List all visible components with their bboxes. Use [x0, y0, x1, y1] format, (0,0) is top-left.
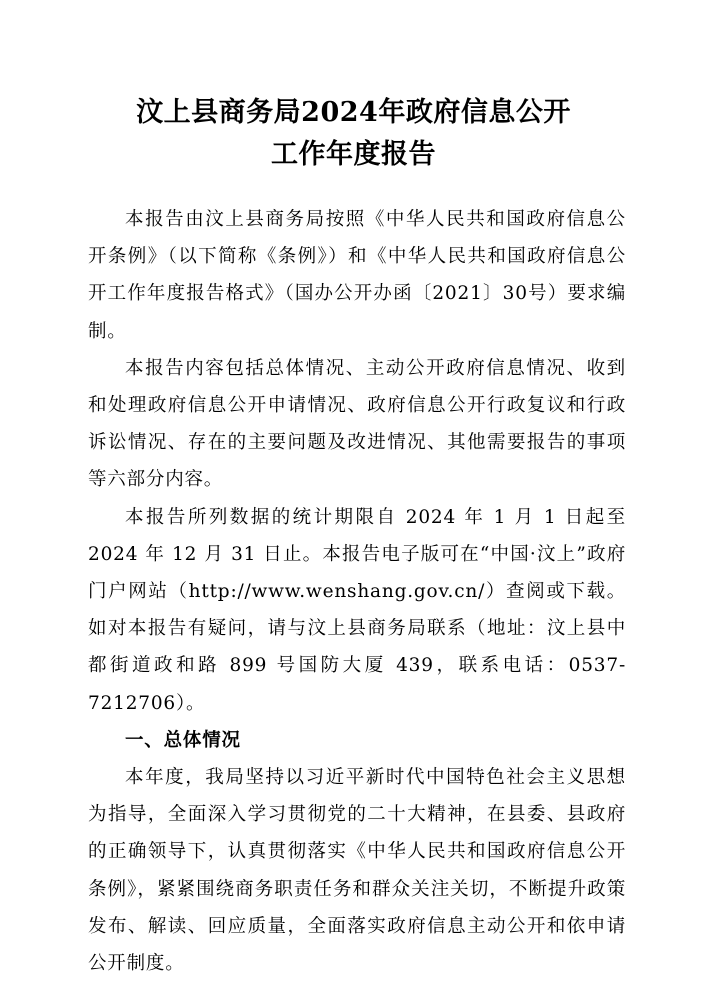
report-title: [0, 92, 707, 176]
title-line-2: 工作年度报告: [271, 139, 436, 170]
intro-paragraph-period-contact: 本报告所列数据的统计期限自 2024 年 1 月 1 日起至 2024 年 12 月 31 日止。本报告电子版可在“中国·汶上”政府门户网站（http://www.wenshang.gov.cn/）查阅或下载。如对本报告有疑问，请与汶上县商务局联系（地址：汶上县中都街道政和路 899 号国防大厦 439，联系电话：0537-7212706）。: [88, 506, 626, 714]
intro-paragraph-contents: 本报告内容包括总体情况、主动公开政府信息情况、收到和处理政府信息公开申请情况、政府信息公开行政复议和行政诉讼情况、存在的主要问题及改进情况、其他需要报告的事项等六部分内容。: [88, 357, 626, 491]
title-line-1: 汶上县商务局2024年政府信息公开: [136, 97, 571, 128]
overview-paragraph: 本年度，我局坚持以习近平新时代中国特色社会主义思想为指导，全面深入学习贯彻党的二十大精神，在县委、县政府的正确领导下，认真贯彻落实《中华人民共和国政府信息公开条例》，紧紧围绕商务职责任务和群众关注关切，不断提升政策发布、解读、回应质量，全面落实政府信息主动公开和依申请公开制度。: [88, 767, 626, 975]
section-heading-overview: 一、总体情况: [125, 729, 241, 751]
intro-paragraph-basis: 本报告由汶上县商务局按照《中华人民共和国政府信息公开条例》（以下简称《条例》）和《中华人民共和国政府信息公开工作年度报告格式》（国办公开办函〔2021〕30号）要求编制。: [88, 209, 626, 342]
report-body: [88, 201, 626, 982]
